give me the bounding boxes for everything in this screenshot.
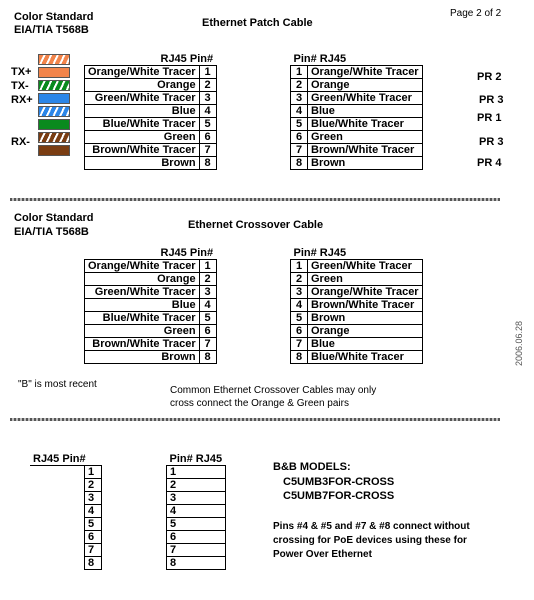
crossover-left-pin-number: 4 xyxy=(199,299,216,312)
pair-label-pr4: PR 4 xyxy=(477,157,502,169)
page-number: Page 2 of 2 xyxy=(450,8,502,19)
crossover-right-pin-number: 4 xyxy=(291,299,308,312)
patch-standard-line1: Color Standard xyxy=(14,11,94,23)
patch-left-pin-number: 7 xyxy=(199,144,216,157)
crossover-note-line1: Common Ethernet Crossover Cables may only xyxy=(170,385,377,396)
patch-right-wire-name: Blue xyxy=(308,105,423,118)
patch-right-wire-name: Orange xyxy=(308,79,423,92)
crossover-right-wire-name: Orange/White Tracer xyxy=(308,286,423,299)
crossover-right-wire-name: Green/White Tracer xyxy=(308,260,423,273)
crossover-right-wire-name: Orange xyxy=(308,325,423,338)
bb-left-pin-number: 5 xyxy=(85,518,102,531)
patch-left-wire-name: Green/White Tracer xyxy=(85,92,200,105)
bb-left-pin-number: 7 xyxy=(85,544,102,557)
patch-left-wire-name: Brown/White Tracer xyxy=(85,144,200,157)
patch-right-pin-number: 8 xyxy=(291,157,308,170)
patch-left-pin-number: 4 xyxy=(199,105,216,118)
patch-right-pin-number: 4 xyxy=(291,105,308,118)
bb-right-header: Pin# RJ45 xyxy=(167,452,226,466)
crossover-right-wire-name: Blue xyxy=(308,338,423,351)
patch-right-header: Pin# RJ45 xyxy=(291,52,423,66)
patch-right-wire-name: Brown xyxy=(308,157,423,170)
patch-left-pin-number: 5 xyxy=(199,118,216,131)
patch-left-wire-name: Blue xyxy=(85,105,200,118)
patch-right-pin-number: 6 xyxy=(291,131,308,144)
patch-left-wire-name: Orange/White Tracer xyxy=(85,66,200,79)
crossover-left-wire-name: Green xyxy=(85,325,200,338)
crossover-standard-line2: EIA/TIA T568B xyxy=(14,226,89,238)
bb-left-pin-number: 4 xyxy=(85,505,102,518)
crossover-left-pin-number: 2 xyxy=(199,273,216,286)
crossover-left-pin-number: 1 xyxy=(199,260,216,273)
bb-note-line2: crossing for PoE devices using these for xyxy=(273,535,467,546)
crossover-right-wire-name: Blue/White Tracer xyxy=(308,351,423,364)
bb-model-2: C5UMB7FOR-CROSS xyxy=(283,490,395,502)
bb-left-header: RJ45 Pin# xyxy=(30,452,102,466)
patch-standard-line2: EIA/TIA T568B xyxy=(14,24,89,36)
crossover-left-header: RJ45 Pin# xyxy=(85,246,217,260)
bb-right-pin-number: 1 xyxy=(167,466,226,479)
crossover-left-pin-number: 5 xyxy=(199,312,216,325)
bb-left-pin-number: 6 xyxy=(85,531,102,544)
patch-right-pin-number: 5 xyxy=(291,118,308,131)
crossover-left-wire-name: Green/White Tracer xyxy=(85,286,200,299)
crossover-left-pin-number: 7 xyxy=(199,338,216,351)
crossover-right-header: Pin# RJ45 xyxy=(291,246,423,260)
patch-right-wire-name: Blue/White Tracer xyxy=(308,118,423,131)
crossover-right-wire-name: Brown/White Tracer xyxy=(308,299,423,312)
bb-right-pin-number: 7 xyxy=(167,544,226,557)
patch-left-pin-number: 6 xyxy=(199,131,216,144)
crossover-left-wire-name: Brown/White Tracer xyxy=(85,338,200,351)
crossover-left-pin-number: 3 xyxy=(199,286,216,299)
bb-right-pin-number: 3 xyxy=(167,492,226,505)
patch-left-pin-number: 3 xyxy=(199,92,216,105)
patch-left-wire-name: Blue/White Tracer xyxy=(85,118,200,131)
patch-title: Ethernet Patch Cable xyxy=(202,17,313,29)
crossover-right-pin-number: 1 xyxy=(291,260,308,273)
patch-right-wire-name: Brown/White Tracer xyxy=(308,144,423,157)
crossover-right-pin-number: 7 xyxy=(291,338,308,351)
patch-left-pin-number: 8 xyxy=(199,157,216,170)
bb-right-pin-number: 2 xyxy=(167,479,226,492)
crossover-right-pin-number: 2 xyxy=(291,273,308,286)
patch-right-pin-number: 2 xyxy=(291,79,308,92)
bb-left-pin-number: 8 xyxy=(85,557,102,570)
patch-left-pin-number: 1 xyxy=(199,66,216,79)
pair-label-pr3-top: PR 3 xyxy=(479,94,504,106)
patch-right-wire-name: Green xyxy=(308,131,423,144)
signal-rx-plus: RX+ xyxy=(11,94,33,106)
patch-right-pin-number: 7 xyxy=(291,144,308,157)
bb-right-pin-number: 5 xyxy=(167,518,226,531)
crossover-right-pin-number: 5 xyxy=(291,312,308,325)
patch-right-wire-name: Green/White Tracer xyxy=(308,92,423,105)
signal-rx-minus: RX- xyxy=(11,136,30,148)
crossover-left-pin-number: 8 xyxy=(199,351,216,364)
patch-right-pin-number: 3 xyxy=(291,92,308,105)
patch-right-wire-name: Orange/White Tracer xyxy=(308,66,423,79)
pair-label-pr3-bottom: PR 3 xyxy=(479,136,504,148)
patch-left-wire-name: Green xyxy=(85,131,200,144)
crossover-right-pin-number: 8 xyxy=(291,351,308,364)
crossover-left-wire-name: Orange/White Tracer xyxy=(85,260,200,273)
crossover-note-line2: cross connect the Orange & Green pairs xyxy=(170,398,349,409)
patch-right-pin-number: 1 xyxy=(291,66,308,79)
crossover-left-wire-name: Brown xyxy=(85,351,200,364)
crossover-right-wire-name: Green xyxy=(308,273,423,286)
crossover-standard-line1: Color Standard xyxy=(14,212,94,224)
signal-tx-minus: TX- xyxy=(11,80,29,92)
signal-tx-plus: TX+ xyxy=(11,66,32,78)
patch-left-header: RJ45 Pin# xyxy=(85,52,217,66)
pair-label-pr1: PR 1 xyxy=(477,112,502,124)
crossover-left-wire-name: Blue/White Tracer xyxy=(85,312,200,325)
bb-left-pin-number: 2 xyxy=(85,479,102,492)
bb-right-pin-number: 8 xyxy=(167,557,226,570)
bb-right-pin-number: 4 xyxy=(167,505,226,518)
patch-left-pin-number: 2 xyxy=(199,79,216,92)
bb-left-pin-number: 1 xyxy=(85,466,102,479)
bb-right-pin-number: 6 xyxy=(167,531,226,544)
bb-left-pin-number: 3 xyxy=(85,492,102,505)
bb-model-1: C5UMB3FOR-CROSS xyxy=(283,476,395,488)
crossover-note-recent: "B" is most recent xyxy=(18,379,97,390)
crossover-title: Ethernet Crossover Cable xyxy=(188,219,324,231)
patch-left-wire-name: Brown xyxy=(85,157,200,170)
bb-note-line3: Power Over Ethernet xyxy=(273,549,372,560)
patch-left-wire-name: Orange xyxy=(85,79,200,92)
pair-label-pr2: PR 2 xyxy=(477,71,502,83)
crossover-left-pin-number: 6 xyxy=(199,325,216,338)
crossover-right-wire-name: Brown xyxy=(308,312,423,325)
crossover-right-pin-number: 3 xyxy=(291,286,308,299)
bb-models-title: B&B MODELS: xyxy=(273,461,351,473)
crossover-left-wire-name: Blue xyxy=(85,299,200,312)
crossover-left-wire-name: Orange xyxy=(85,273,200,286)
crossover-right-pin-number: 6 xyxy=(291,325,308,338)
date-stamp: 2006.06.28 xyxy=(514,320,524,366)
bb-note-line1: Pins #4 & #5 and #7 & #8 connect without xyxy=(273,521,470,532)
